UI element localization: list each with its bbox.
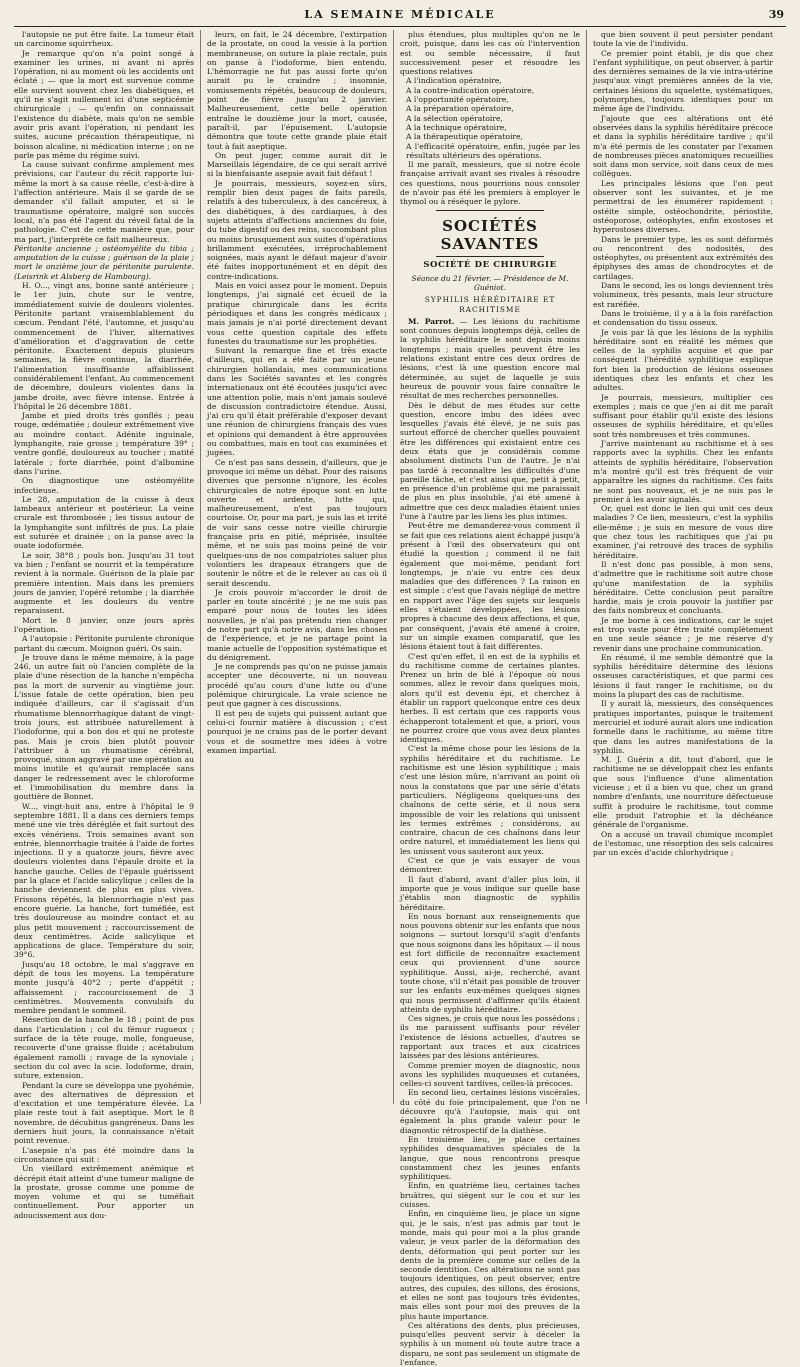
paragraph: Enfin, en cinquième lieu, je place un signe qui, je le sais, n'est pas admis par tout le monde, mais qui pour moi a la plus grande valeur, je veux parler de la déformation des dents, déformation qui peut porter sur les dents de la première comme sur celles de la seconde dentition. Ces altérations ne sont pas toujours identiques, on peut observer, entre autres, des cupules, des sillons, des érosions, et elles ne sont pas toujours très évidentes, mais elles sont pour moi des preuves de la plus haute importance.: [400, 1209, 580, 1321]
paragraph: plus étendues, plus multiples qu'on ne le croit, puisque, dans les cas où l'intervention est ou semble nécessaire, il faut successivement peser et résoudre les questions relatives: [400, 30, 580, 77]
paragraph: Il me paraît, messieurs, que si notre école française arrivait avant ses rivales à résoudre ces questions, nous pourrions nous consoler de n'avoir pas été les premiers à employer le thymol ou à réséquer le pylore.: [400, 160, 580, 207]
paragraph: Ces altérations des dents, plus précieuses, puisqu'elles peuvent servir à déceler la syphilis à un moment où toute autre trace a disparu, ne sont pas seulement un stigmate de l'enfance,: [400, 1320, 580, 1367]
paragraph: Peut-être me demanderez-vous comment il se fait que ces relations aient échappé jusqu'à présent à l'œil des observateurs qui ont étudié la question ; comment il ne fait également que moi-même, pendant fort longtemps, je n'aie vu entre ces deux maladies que des différences ? La raison en est simple : c'est que l'avais négligé de mettre en rapport avec l'âge des sujets sur lesquels elles s'étaient développées, les lésions propres à chacune des deux affections, et que, par conséquent, j'avais été amené à croire, sur un simple examen comparatif, que les lésions étaient tout à fait différentes.: [400, 521, 580, 652]
paragraph: Mais en voici assez pour le moment. Depuis longtemps, j'ai signalé cet écueil de la pratique chirurgicale dans les écrits périodiques et dans les congrès médicaux ; mais jamais je n'ai porté directement devant vous cette question capitale des effets funestes du traumatisme sur les prophéties.: [207, 281, 387, 346]
paragraph: Je me borne à ces indications, car le sujet est trop vaste pour être traité complètement en une seule séance ; je me réserve d'y revenir dans une prochaine communication.: [593, 615, 773, 653]
paragraph: Le soir, 38°8 ; pouls bon. Jusqu'au 31 tout va bien ; l'enfant se nourrit et la température revient à la normale. Guérison de la plaie par première intention. Mais dans les premiers jours de janvier, l'opéré retombe ; la diarrhée augmente et les douleurs du ventre reparaissent.: [14, 550, 194, 616]
paragraph: Dans le premier type, les os sont déformés ou rencontrent des nodosités, des ostéophytes, ou présentent aux extrémités des épiphyses des amas de chondrocytes et de cartilages.: [593, 234, 773, 281]
paragraph: Je ne comprends pas qu'on ne puisse jamais accepter une découverte, ni un nouveau procédé qu'au cours d'une lutte ou d'une polémique chirurgicale. La vraie science ne peut que gagner à ces discussions.: [207, 662, 387, 709]
session-line: Séance du 21 février. — Présidence de M. Guéniot.: [411, 273, 569, 292]
section-divider: [436, 210, 544, 211]
list-item: A la préparation opératoire,: [406, 104, 514, 114]
section-title: SOCIÉTÉS SAVANTES: [440, 216, 540, 253]
paragraph: On diagnostique une ostéomyélite infectieuse.: [14, 476, 194, 495]
society-name: SOCIÉTÉ DE CHIRURGIE: [423, 259, 557, 270]
paragraph: l'autopsie ne put être faite. La tumeur était un carcinome squirrheux.: [14, 30, 194, 49]
case-heading: Péritonite ancienne ; ostéomyélite du tibia ; amputation de la cuisse ; guérison de la plaie ; mort le onzième jour de péritonite purulente. (Leisrink et Alsberg de Hambourg).: [14, 243, 194, 281]
paragraph: [400, 317, 580, 401]
column-divider: [393, 30, 394, 1104]
list-item: A l'efficacité opératoire, enfin, jugée par les résultats ultérieurs des opérations.: [406, 141, 580, 160]
section-divider: [436, 256, 544, 257]
paragraph: Résection de la hanche le 18 ; point de pus dans l'articulation ; col du fémur rugueux ; surface de la tête rouge, molle, fongueuse, recouverte d'une graisse fluide ; acétabulum également ramolli ; ravage de la synoviale ; section du col avec la scie. Iodoforme, drain, suture, extension.: [14, 1015, 194, 1081]
paragraph: En nous bornant aux renseignements que nous pouvons obtenir sur les enfants que nous soignons — surtout lorsqu'il s'agit d'enfants que nous soignons dans les hôpitaux — il nous est fort difficile de reconnaître exactement ceux qui proviennent d'une source syphilitique. Aussi, ai-je, recherché, avant toute chose, s'il n'était pas possible de trouver sur les enfants eux-mêmes quelques signes qui nous permissent d'affirmer qu'ils étaient atteints de syphilis héréditaire.: [400, 911, 580, 1014]
paragraph: Or, quel est donc le lien qui unit ces deux maladies ? Ce lien, messieurs, c'est la syphilis elle-même ; je suis en mesure de vous dire que chez tous les rachitiques que j'ai pu examiner, j'ai retrouvé des traces de syphilis héréditaire.: [593, 504, 773, 560]
paragraph: J'ajoute que ces altérations ont été observées dans la syphilis héréditaire précoce et dans la syphilis héréditaire tardive ; qu'il m'a été permis de les constater par l'examen de nombreuses pièces anatomiques recueillies soit dans mon service, soit dans ceux de mes collègues.: [593, 113, 773, 179]
paragraph: que bien souvent il peut persister pendant toute la vie de l'individu.: [593, 30, 773, 49]
list-item: A la technique opératoire,: [406, 122, 507, 132]
paragraph: Je remarque qu'on n'a point songé à examiner les urines, ni avant ni après l'opération, ni au moment où les accidents ont éclaté ; — que la mort est survenue comme elle survient souvent chez les diabétiques, et qu'il ne s'agit nullement ici d'une septicémie chirurgicale ; — qu'enfin on connaissait l'existence du diabète, mais qu'on ne semble avoir pris avant l'opération, ni pendant les suites, aucune précaution thérapeutique, ni boisson alcaline, ni médication interne ; on ne parle pas même du régime suivi.: [14, 48, 194, 160]
paragraph: A l'autopsie : Péritonite purulente chronique partant du cæcum. Moignon guéri. Os sain.: [14, 634, 194, 653]
paragraph: La cause suivant confirme amplement mes prévisions, car l'auteur du récit rapporte lui-même la mort à sa cause réelle, c'est-à-dire à l'affection antérieure. Mais il se garde de se demander s'il fallait amputer, et si le traumatisme opératoire, malgré son succès local, n'a pas été l'agent du réveil fatal de la pathologie. C'est de cette manière que, pour ma part, j'interprète ce fait malheureux.: [14, 160, 194, 244]
paragraph: Jusqu'au 18 octobre, le mal s'aggrave en dépit de tous les moyens. La température monte jusqu'à 40°2 ; perte d'appétit ; affaissement ; raccourcissement de 3 centimètres. Mouvements convulsifs du membre pendant le sommeil.: [14, 959, 194, 1016]
paragraph: Jambe et pied droits très gonflés ; peau rouge, œdématiée ; douleur extrêmement vive au moindre contact. Adénite inguinale, lymphangite, raie grosse ; température 39° ; ventre gonflé, douloureux au toucher ; matité latérale ; forte diarrhée, point d'albumine dans l'urine.: [14, 411, 194, 476]
page-number: 39: [768, 8, 784, 21]
column-divider: [200, 30, 201, 1104]
paragraph: Je vois par là que les lésions de la syphilis héréditaire sont en réalité les mêmes que celles de la syphilis acquise et que par conséquent l'hérédité syphilitique explique fort bien la production de lésions osseuses identiques chez les enfants et chez les adultes.: [593, 327, 773, 393]
topic-heading: SYPHILIS HÉRÉDITAIRE ET RACHITISME: [424, 295, 556, 314]
paragraph: Enfin, en quatrième lieu, certaines taches bruâtres, qui siègent sur le cou et sur les cuisses.: [400, 1181, 580, 1210]
paragraph: Dans le troisième, il y a à la fois raréfaction et condensation du tissu osseux.: [593, 308, 773, 328]
paragraph: Les principales lésions que l'on peut observer sont les suivantes, et je me permettrai de les énumérer rapidement : ostéite simple, ostéochondrite, périostite, ostéoporose, ostéophytes, enfin exostoses et hyperostoses diverses.: [593, 178, 773, 235]
paragraph: Ces signes, je crois que nous les possédons ; ils me paraissent suffisants pour révéler l'existence de lésions actuelles, d'autres se rapportant aux traces et aux cicatrices laissées par des lésions antérieures.: [400, 1014, 580, 1061]
paragraph: Il est peu de sujets qui puissent autant que celui-ci fournir matière à discussion ; c'est pourquoi je ne crains pas de le porter devant vous et de soumettre mes idées à votre examen impartial.: [207, 708, 387, 755]
paragraph: Suivant la remarque fine et très exacte d'ailleurs, qui en a été faite par un jeune chirurgien hollandais, mes communications dans les Sociétés savantes et les congrès internationaux ont été écoutées jusqu'ici avec une attention polie, mais n'ont jamais soulevé de discussion contradictoire étendue. Aussi, j'ai cru qu'il était préférable d'exposer devant une réunion de chirurgiens français des vues et opinions qui demandent à être approuvées ou combattues, mais en tout cas examinées et jugées.: [207, 346, 387, 458]
paragraph: Pendant la cure se développa une pyohémie, avec des alternatives de dépression et d'excitation et une température élevée. La plaie reste tout à fait aseptique. Mort le 8 novembre, de décubitus gangréneux. Dans les derniers huit jours, la connaissance n'était point revenue.: [14, 1080, 194, 1146]
paragraph: J'arrive maintenant au rachitisme et à ses rapports avec la syphilis. Chez les enfants atteints de syphilis héréditaire, l'observation m'a montré qu'il est très fréquent de voir apparaître les signes du rachitisme. Ces faits ne sont pas nouveaux, et je ne suis pas le premier à les avoir signalés.: [593, 439, 773, 504]
paragraph: M. J. Guérin a dit, tout d'abord, que le rachitisme ne se développait chez les enfants que sous l'influence d'une alimentation vicieuse ; et il a bien vu que, chez un grand nombre d'enfants, une nourriture défectueuse suffit à produire le rachitisme, tout comme elle produit l'atrophie et la déchéance générale de l'organisme.: [593, 755, 773, 830]
paragraph: Il n'est donc pas possible, à mon sens, d'admettre que le rachitisme soit autre chose qu'une manifestation de la syphilis héréditaire. Cette conclusion peut paraître hardie, mais je crois pouvoir la justifier par des faits nombreux et concluants.: [593, 559, 773, 616]
list-item: A la contre-indication opératoire,: [406, 85, 535, 95]
column-divider: [586, 30, 587, 1104]
paragraph: C'est ce que je vais essayer de vous démontrer.: [400, 856, 580, 875]
speaker-name: M. Parrot.: [408, 316, 455, 326]
paragraph: Le 28, amputation de la cuisse à deux lambeaux antérieur et postérieur. La veine crurale est thrombosée ; les tissus autour de la lymphangite sont infiltrés de pus. La plaie est suturée et drainée ; on la panse avec la ouate iodoformée.: [14, 494, 194, 551]
paragraph: Dans le second, les os longs deviennent très volumineux, très pesants, mais leur structure est raréfiée.: [593, 281, 773, 309]
paragraph: Un vieillard extrêmement anémique et décrépit était atteint d'une tumeur maligne de la prostate, grosse comme une pomme de moyen volume et qui se tuméfiait continuellement. Pour apporter un adoucissement aux dou-: [14, 1164, 194, 1220]
paragraph: Ce premier point établi, je dis que chez l'enfant syphilitique, on peut observer, à partir des dernières semaines de la vie intra-utérine jusqu'aux vingt premières années de la vie, certaines lésions du squelette, systématiques, polymorphes, toujours identiques pour un même âge de l'individu.: [593, 48, 773, 114]
paragraph: En second lieu, certaines lésions viscérales, du côté du foie principalement, que l'on ne découvre qu'à l'autopsie, mais qui ont également la plus grande valeur pour le diagnostic rétrospectif de la diathèse.: [400, 1088, 580, 1135]
paragraph: On peut juger, comme aurait dit le Marseillais légendaire, de ce qui serait arrivé si la bienfaisante asepsie avait fait défaut !: [207, 150, 387, 179]
paragraph: Je pourrais, messieurs, soyez-en sûrs, remplir bien deux pages de faits pareils, relatifs à des tuberculeux, à des cancéreux, à des diabétiques, à des cardiaques, à des sujets atteints d'affections anciennes du foie, du tube digestif ou des reins, succombant plus ou moins brusquement aux suites d'opérations brillamment exécutées, irréprochablement soignées, mais ayant le défaut majeur d'avoir été faites inopportunément et en dépit des contre-indications.: [207, 178, 387, 281]
paragraph: On a accusé un travail chimique incomplet de l'estomac, une résorption des sels calcaires par un excès d'acide chlorhydrique ;: [593, 829, 773, 858]
paragraph: Je pourrais, messieurs, multiplier ces exemples ; mais ce que j'en ai dit me paraît suffisant pour établir qu'il existe des lésions osseuses de syphilis héréditaire, et qu'elles sont très nombreuses et très communes.: [593, 392, 773, 439]
paragraph: Dès le début de mes études sur cette question, encore imbu des idées avec lesquelles j'avais été élevé, je ne suis pas surtout efforcé de chercher quelles pouvaient être les différences qui existaient entre ces deux états que je considérais comme absolument distincts l'un de l'autre. Je n'ai pas tardé à reconnaître les difficultés d'une pareille tâche, et c'est ainsi que, petit à petit, en présence d'un problème qui me paraissait de plus en plus insoluble, j'ai été amené à admettre que ces deux maladies étaient unies l'une à l'autre par les liens les plus intimes.: [400, 400, 580, 522]
paragraph: leurs, on fait, le 24 décembre, l'extirpation de la prostate, on coud la vessie à la portion membraneuse, on suture la plaie rectale, puis on panse à l'iodoforme, bien entendu. L'hémorragie ne fut pas aussi forte qu'on aurait pu le craindre ; insomnie, vomissements répétés, beaucoup de douleurs, point de fièvre jusqu'au 2 janvier. Malheureusement, cette belle opération entraîne le douzième jour la mort, causée, paraît-il, par l'épuisement. L'autopsie démontra que toute cette grande plaie était tout à fait aseptique.: [207, 30, 387, 151]
paragraph: Il y aurait là, messieurs, des conséquences pratiques importantes, puisque le traitement mercuriel et ioduré aurait alors une indication formelle dans le rachitisme, au même titre que dans les autres manifestations de la syphilis.: [593, 699, 773, 755]
paragraph: Mort le 8 janvier, onze jours après l'opération.: [14, 615, 194, 634]
paragraph: W..., vingt-huit ans, entre à l'hôpital le 9 septembre 1881. Il a dans ces derniers temps mené une vie très déréglée et fait surtout des excès vénériens. Trois semaines avant son entrée, blennorrhagie traitée à l'aide de fortes injections. Il y a quatorze jours, fièvre avec douleurs violentes dans l'épaule droite et la hanche gauche. Celles de l'épaule guérissent par la glace et l'acide salicylique ; celles de la hanche deviennent de plus en plus vives. Frissons répétés, la blennorrhagie n'est pas encore guérie. La hanche, fort tuméfiée, est très douloureuse au moindre contact et au plus petit mouvement ; raccourcissement de deux centimètres. Acide salicylique et applications de glace. Température du soir, 39°6.: [14, 801, 194, 960]
journal-title: LA SEMAINE MÉDICALE: [304, 8, 496, 21]
paragraph: Comme premier moyen de diagnostic, nous avons les syphilides muqueuses et cutanées, celles-ci souvent tardives, celles-là précoces.: [400, 1060, 580, 1089]
paragraph: L'asepsie n'a pas été moindre dans la circonstance qui suit :: [14, 1145, 194, 1164]
column-4: [593, 30, 773, 1104]
paragraph: En troisième lieu, je place certaines syphilides desquamatives spéciales de la langue, que nous rencontrons presque constamment chez les jeunes enfants syphilitiques.: [400, 1134, 580, 1182]
column-2: [207, 30, 387, 1104]
list-item: A la sélection opératoire,: [406, 113, 503, 123]
paragraph: En résumé, il me semble démontré que la syphilis héréditaire détermine des lésions osseuses caractéristiques, et que parmi ces lésions il faut ranger le rachitisme, ou du moins la plupart des cas de rachitisme.: [593, 652, 773, 700]
paragraph: Je trouve dans le même mémoire, à la page 246, un autre fait où l'ancien complète de la plaie d'une résection de la hanche n'empêcha pas la mort de survenir au vingtième jour. L'issue fatale de cette opération, bien peu indiquée d'ailleurs, car il s'agissait d'un rhumatisme blennorrhagique datant de vingt-trois jours, est attribuée naturellement à l'iodoforme, qui a bon dos et qui ne proteste pas. Mais je crois bien plutôt pouvoir l'attribuer à un rhumatisme cérébral, provoqué, sinon aggravé par une opération au moins inutile et qu'aurait remplacée sans danger le redressement avec le chloroforme et l'immobilisation du membre dans la gouttière de Bonnet.: [14, 652, 194, 802]
paragraph: H. O..., vingt ans, bonne santé antérieure ; le 1er juin, chute sur le ventre, immédiatement suivie de douleurs violentes. Péritonite partant vraisemblablement du cæcum. Pendant l'été, l'automne, et jusqu'au commencement de l'hiver, alternatives d'amélioration et d'aggravation de cette péritonite. Exactement depuis plusieurs semaines, la fièvre continue, la diarrhée, l'alimentation insuffisante affaiblissent considérablement l'enfant. Au commencement de décembre, douleurs violentes dans la jambe droite, avec fièvre intense. Entrée à l'hôpital le 26 décembre 1881.: [14, 281, 194, 411]
paragraph: C'est la même chose pour les lésions de la syphilis héréditaire et du rachitisme. Le rachitisme est une lésion syphilitique ; mais c'est une lésion mûre, n'arrivant au point où nous la constatons que par une série d'états particuliers. Négligeons quelques-uns des chaînons de cette série, et il nous sera impossible de voir les relations qui unissent les termes extrêmes ; considérons, au contraire, chacun de ces chaînons dans leur ordre naturel, et immédiatement les liens qui les unissent vous sauteront aux yeux.: [400, 744, 580, 856]
list-item: A la thérapeutique opératoire,: [406, 132, 523, 142]
paragraph: Ce n'est pas sans dessein, d'ailleurs, que je provoque ici même un débat. Pour des raisons diverses que personne n'ignore, les écoles chirurgicales de notre époque sont en lutte ouverte et ardente, lutte qui, malheureusement, n'est pas toujours courtoise. Or, pour ma part, je suis las et irrité de voir sans cesse notre vieille chirurgie française pris en pitié, méprisée, insultée même, et ne suis pas moins peiné de voir quelques-uns de nos compatriotes saluer plus volontiers les drapeaux étrangers que de soutenir le nôtre et de le relever au cas où il serait descendu.: [207, 457, 387, 588]
paragraph: C'est qu'en effet, il en est de la syphilis et du rachitisme comme de certaines plantes. Prenez un brin de blé à l'époque où nous sommes, allez le revoir dans quelques mois, alors qu'il est devenu épi, et cherchez à établir un rapport quelconque entre ces deux herbes. Il est certain que ces rapports vous échapperont totalement et que, a priori, vous ne pourrez croire que vous avez deux plantes identiques.: [400, 651, 580, 745]
column-3: [400, 30, 580, 1367]
list-item: A l'opportunité opératoire,: [406, 95, 509, 105]
page-header: [14, 8, 786, 27]
paragraph: Il faut d'abord, avant d'aller plus loin, il importe que je vous indique sur quelle base j'établis mon diagnostic de syphilis héréditaire.: [400, 874, 580, 912]
paragraph-text: — Les lésions du rachitisme sont connues depuis longtemps déjà, celles de la syphilis héréditaire le sont depuis moins longtemps ; mais quelles peuvent être les relations existant entre ces deux ordres de lésions, c'est là une question encore mal déterminée, au sujet de laquelle je suis heureux de pouvoir vous faire connaître le résultat de mes recherches personnelles.: [400, 316, 580, 401]
column-1: [14, 30, 194, 1220]
list-item: A l'indication opératoire,: [406, 76, 502, 86]
paragraph: Je crois pouvoir m'accorder le droit de parler en toute sincérité ; je ne me suis pas emparé pour nous de toutes les idées nouvelles, je n'ai pas prétendu rien changer de notre part qu'à notre avis, dans les choses de l'expérience, et je ne partage point la manie actuelle de l'opposition systématique et du dénigrement.: [207, 587, 387, 662]
text-columns: [14, 30, 786, 1367]
